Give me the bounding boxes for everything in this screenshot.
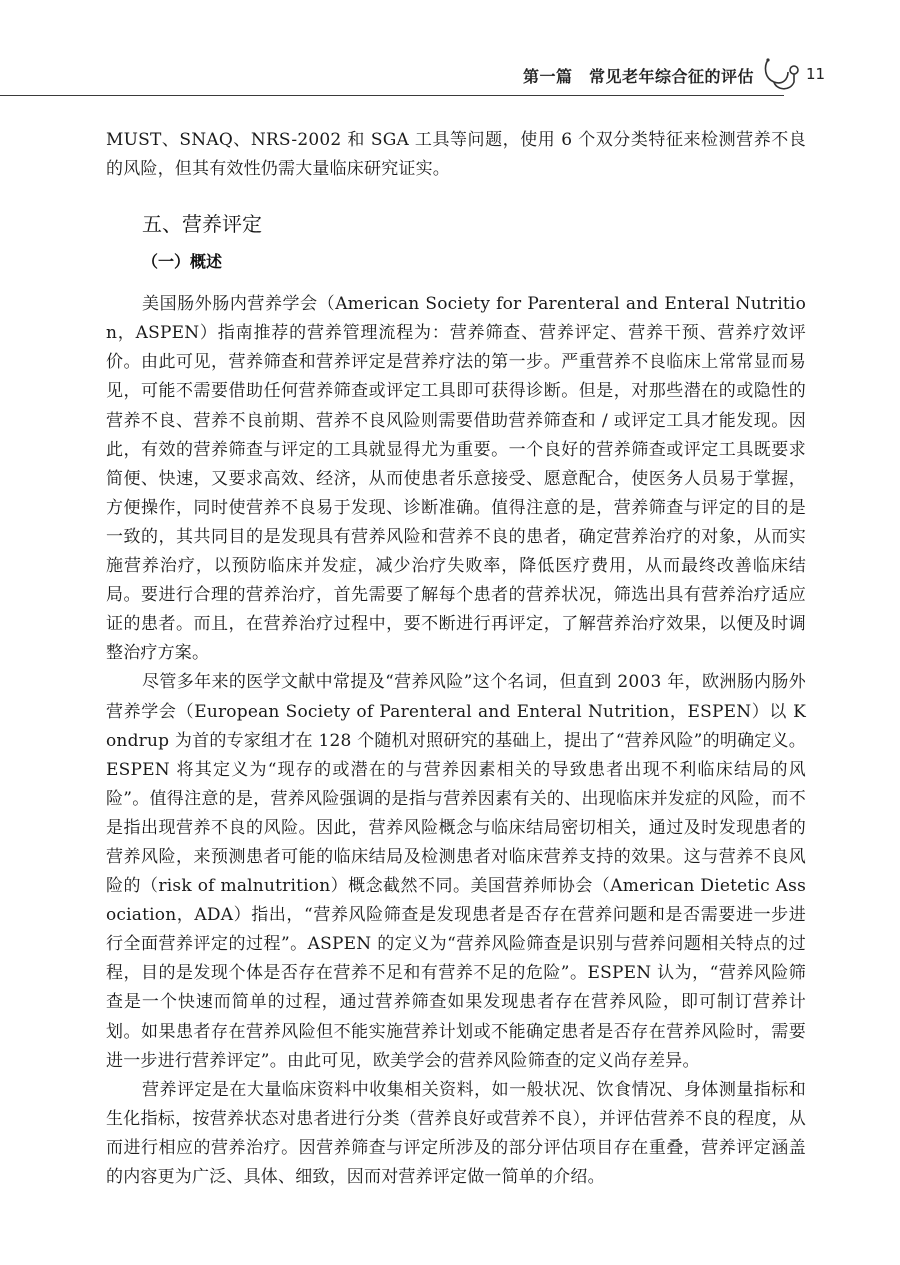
- page-number: 11: [806, 65, 826, 83]
- intro-paragraph: MUST、SNAQ、NRS-2002 和 SGA 工具等问题，使用 6 个双分类特征来检测营养不良的风险，但其有效性仍需大量临床研究证实。: [106, 130, 806, 180]
- paragraph-aspen: 美国肠外肠内营养学会（American Society for Parenteral and Enteral Nutrition，ASPEN）指南推荐的营养管理流程为：营养筛查、营养评定、营养干预、营养疗效评价。由此可见，营养筛查和营养评定是营养疗法的第一步。严重营养不良临床上常常显而易见，可能不需要借助任何营养筛查或评定工具即可获得诊断。但是，对那些潜在的或隐性的营养不良、营养不良前期、营养不良风险则需要借助营养筛查和 / 或评定工具才能发现。因此，有效的营养筛查与评定的工具就显得尤为重要。一个良好的营养筛查或评定工具既要求简便、快速，又要求高效、经济，从而使患者乐意接受、愿意配合，使医务人员易于掌握，方便操作，同时使营养不良易于发现、诊断准确。值得注意的是，营养筛查与评定的目的是一致的，其共同目的是发现具有营养风险和营养不良的患者，确定营养治疗的对象，从而实施营养治疗，以预防临床并发症，减少治疗失败率，降低医疗费用，从而最终改善临床结局。要进行合理的营养治疗，首先需要了解每个患者的营养状况，筛选出具有营养治疗适应证的患者。而且，在营养治疗过程中，要不断进行再评定，了解营养治疗效果，以便及时调整治疗方案。: [106, 294, 806, 664]
- running-header: [0, 56, 900, 96]
- header-rule: [0, 95, 784, 96]
- section-heading: 五、营养评定: [142, 212, 262, 237]
- paragraph-espen: 尽管多年来的医学文献中常提及“营养风险”这个名词，但直到 2003 年，欧洲肠内肠外营养学会（European Society of Parenteral and Enteral Nutrition，ESPEN）以 Kondrup 为首的专家组才在 128 个随机对照研究的基础上，提出了“营养风险”的明确定义。ESPEN 将其定义为“现存的或潜在的与营养因素相关的导致患者出现不利临床结局的风险”。值得注意的是，营养风险强调的是指与营养因素有关的、出现临床并发症的风险，而不是指出现营养不良的风险。因此，营养风险概念与临床结局密切相关，通过及时发现患者的营养风险，来预测患者可能的临床结局及检测患者对临床营养支持的效果。这与营养不良风险的（risk of malnutrition）概念截然不同。美国营养师协会（American Dietetic Association，ADA）指出，“营养风险筛查是发现患者是否存在营养问题和是否需要进一步进行全面营养评定的过程”。ASPEN 的定义为“营养风险筛查是识别与营养问题相关特点的过程，目的是发现个体是否存在营养不足和有营养不足的危险”。ESPEN 认为，“营养风险筛查是一个快速而简单的过程，通过营养筛查如果发现患者存在营养风险，即可制订营养计划。如果患者存在营养风险但不能实施营养计划或不能确定患者是否存在营养风险时，需要进一步进行营养评定”。由此可见，欧美学会的营养风险筛查的定义尚存差异。: [106, 672, 806, 1071]
- paragraph-assessment: 营养评定是在大量临床资料中收集相关资料，如一般状况、饮食情况、身体测量指标和生化指标，按营养状态对患者进行分类（营养良好或营养不良），并评估营养不良的程度，从而进行相应的营养治疗。因营养筛查与评定所涉及的部分评估项目存在重叠，营养评定涵盖的内容更为广泛、具体、细致，因而对营养评定做一简单的介绍。: [106, 1079, 806, 1187]
- subsection-heading: （一）概述: [142, 252, 223, 272]
- chapter-title: 第一篇 常见老年综合征的评估: [522, 67, 754, 86]
- page-body: [106, 126, 806, 1192]
- stethoscope-icon: [760, 56, 804, 96]
